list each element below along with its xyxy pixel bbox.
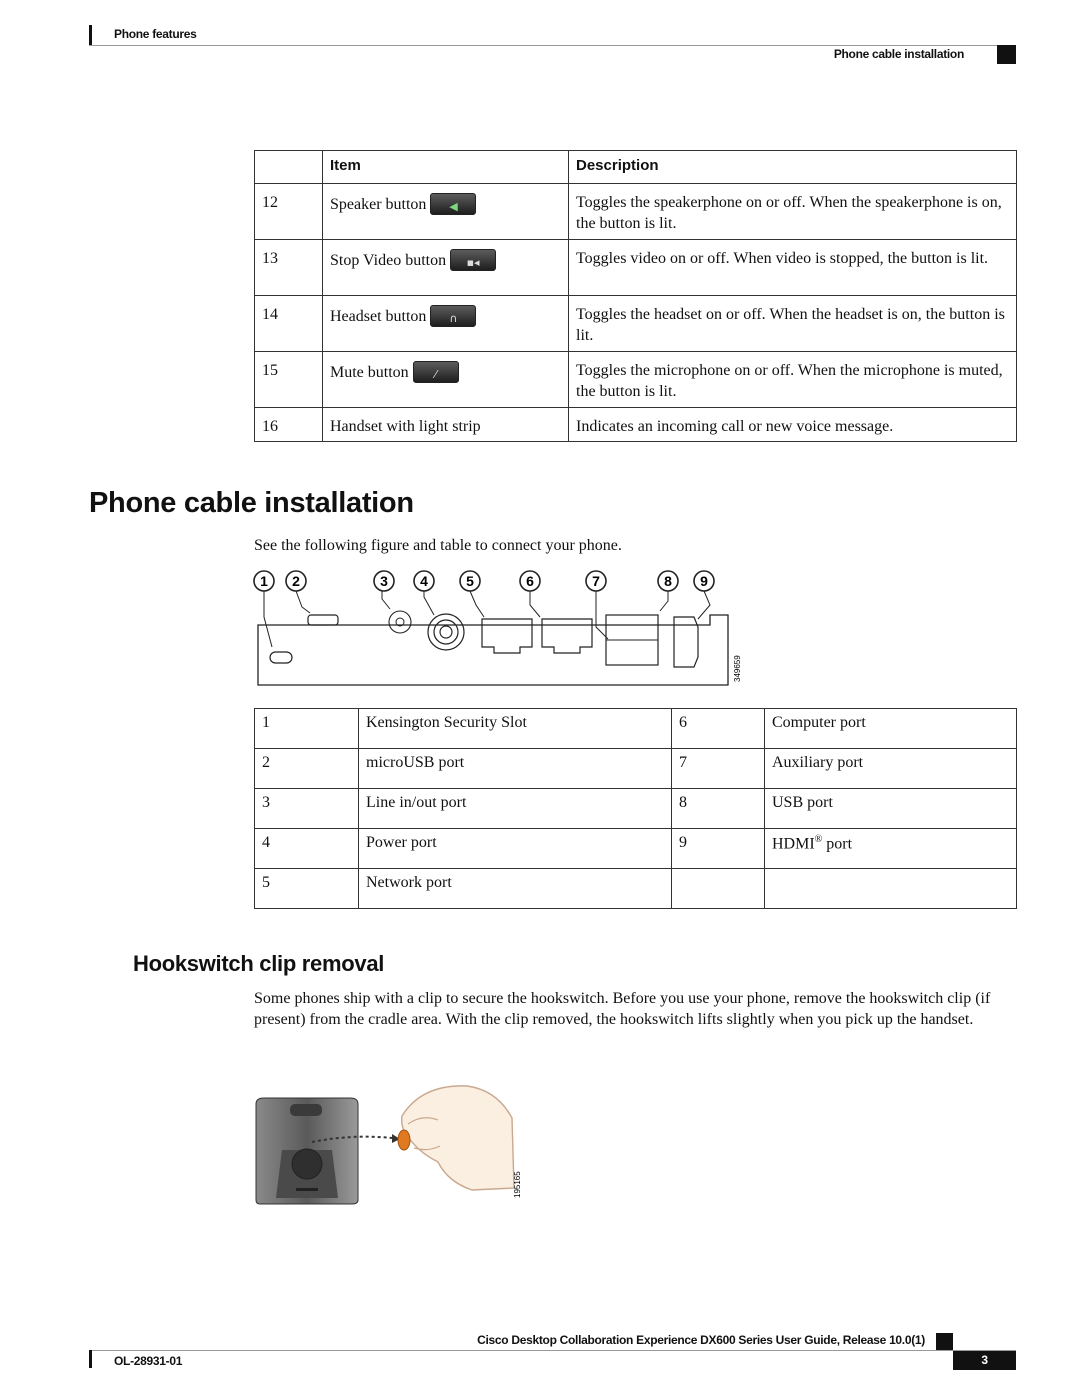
table-row bbox=[255, 829, 1017, 869]
footer-box bbox=[936, 1333, 953, 1350]
port-label: Auxiliary port bbox=[765, 749, 1017, 789]
table-header-row bbox=[255, 151, 1017, 184]
header-section: Phone cable installation bbox=[833, 47, 964, 61]
row-item-label: Speaker button bbox=[330, 196, 427, 213]
callout-2: 2 bbox=[292, 573, 300, 589]
row-num: 16 bbox=[255, 408, 323, 442]
callout-9: 9 bbox=[700, 573, 708, 589]
row-description: Indicates an incoming call or new voice message. bbox=[569, 408, 1017, 442]
footer-bar bbox=[89, 1350, 92, 1368]
callouts bbox=[254, 571, 714, 591]
callout-8: 8 bbox=[664, 573, 672, 589]
row-description: Toggles video on or off. When video is stopped, the button is lit. bbox=[569, 240, 1017, 296]
footer-doc-number: OL-28931-01 bbox=[114, 1354, 183, 1368]
header-rule bbox=[89, 45, 1016, 46]
row-item bbox=[323, 296, 569, 352]
row-item bbox=[323, 184, 569, 240]
table-row bbox=[255, 749, 1017, 789]
port-number: 7 bbox=[672, 749, 765, 789]
port-label bbox=[765, 869, 1017, 909]
callout-7: 7 bbox=[592, 573, 600, 589]
row-num: 15 bbox=[255, 352, 323, 408]
table-row bbox=[255, 352, 1017, 408]
callout-6: 6 bbox=[526, 573, 534, 589]
port-label: Line in/out port bbox=[359, 789, 672, 829]
header-bar bbox=[89, 25, 92, 45]
row-description: Toggles the speakerphone on or off. When the speakerphone is on, the button is lit. bbox=[569, 184, 1017, 240]
callout-3: 3 bbox=[380, 573, 388, 589]
table-row bbox=[255, 240, 1017, 296]
port-label: Kensington Security Slot bbox=[359, 709, 672, 749]
clip-figure-id: 195165 bbox=[513, 1171, 522, 1198]
ports-figure-id: 349659 bbox=[733, 655, 742, 682]
hookswitch-paragraph: Some phones ship with a clip to secure the hookswitch. Before you use your phone, remove the hookswitch clip (if present) from the cradle area. With the clip removed, the hookswitch lifts slightly when you pick up the handset. bbox=[254, 990, 991, 1028]
row-item-label: Stop Video button bbox=[330, 252, 447, 269]
items-table bbox=[254, 150, 1017, 442]
col-num-header bbox=[255, 151, 323, 184]
port-number: 6 bbox=[672, 709, 765, 749]
header-chapter: Phone features bbox=[114, 27, 197, 41]
row-description: Toggles the microphone on or off. When the microphone is muted, the button is lit. bbox=[569, 352, 1017, 408]
row-item bbox=[323, 240, 569, 296]
port-number: 2 bbox=[255, 749, 359, 789]
stop-video-icon: ▪◂ bbox=[450, 249, 496, 271]
port-number bbox=[672, 869, 765, 909]
port-label: USB port bbox=[765, 789, 1017, 829]
row-description: Toggles the headset on or off. When the headset is on, the button is lit. bbox=[569, 296, 1017, 352]
port-number: 1 bbox=[255, 709, 359, 749]
speaker-icon: ◀ bbox=[430, 193, 476, 215]
table-row bbox=[255, 184, 1017, 240]
mute-icon: ⁄ bbox=[413, 361, 459, 383]
callout-4: 4 bbox=[420, 573, 428, 589]
port-number: 5 bbox=[255, 869, 359, 909]
table-row bbox=[255, 789, 1017, 829]
col-description-header: Description bbox=[569, 151, 1017, 184]
port-label-suffix: port bbox=[822, 835, 853, 853]
port-label: Network port bbox=[359, 869, 672, 909]
callout-1: 1 bbox=[260, 573, 268, 589]
footer-title: Cisco Desktop Collaboration Experience DX600 Series User Guide, Release 10.0(1) bbox=[477, 1333, 925, 1347]
table-row bbox=[255, 408, 1017, 442]
row-item-label: Mute button bbox=[330, 364, 409, 381]
row-item: Handset with light strip bbox=[323, 408, 569, 442]
ports-table bbox=[254, 708, 1017, 909]
headset-icon: ∩ bbox=[430, 305, 476, 327]
footer-rule bbox=[89, 1350, 1016, 1351]
port-number: 3 bbox=[255, 789, 359, 829]
row-item bbox=[323, 352, 569, 408]
page-number: 3 bbox=[953, 1351, 1016, 1370]
port-number: 8 bbox=[672, 789, 765, 829]
port-label bbox=[765, 829, 1017, 869]
hookswitch-figure bbox=[252, 1078, 527, 1208]
table-row bbox=[255, 296, 1017, 352]
row-num: 12 bbox=[255, 184, 323, 240]
port-number: 9 bbox=[672, 829, 765, 869]
col-item-header: Item bbox=[323, 151, 569, 184]
cable-intro: See the following figure and table to connect your phone. bbox=[254, 537, 622, 554]
section-heading-cable: Phone cable installation bbox=[89, 487, 414, 519]
callout-5: 5 bbox=[466, 573, 474, 589]
section-heading-hookswitch: Hookswitch clip removal bbox=[133, 951, 385, 976]
port-label: microUSB port bbox=[359, 749, 672, 789]
table-row bbox=[255, 709, 1017, 749]
header-box bbox=[997, 45, 1016, 64]
row-num: 14 bbox=[255, 296, 323, 352]
row-item-label: Headset button bbox=[330, 308, 427, 325]
row-num: 13 bbox=[255, 240, 323, 296]
port-label-hdmi: HDMI bbox=[772, 835, 815, 853]
table-row bbox=[255, 869, 1017, 909]
ports-figure bbox=[250, 567, 750, 692]
port-label: Computer port bbox=[765, 709, 1017, 749]
registered-mark: ® bbox=[814, 834, 823, 845]
port-number: 4 bbox=[255, 829, 359, 869]
port-label: Power port bbox=[359, 829, 672, 869]
